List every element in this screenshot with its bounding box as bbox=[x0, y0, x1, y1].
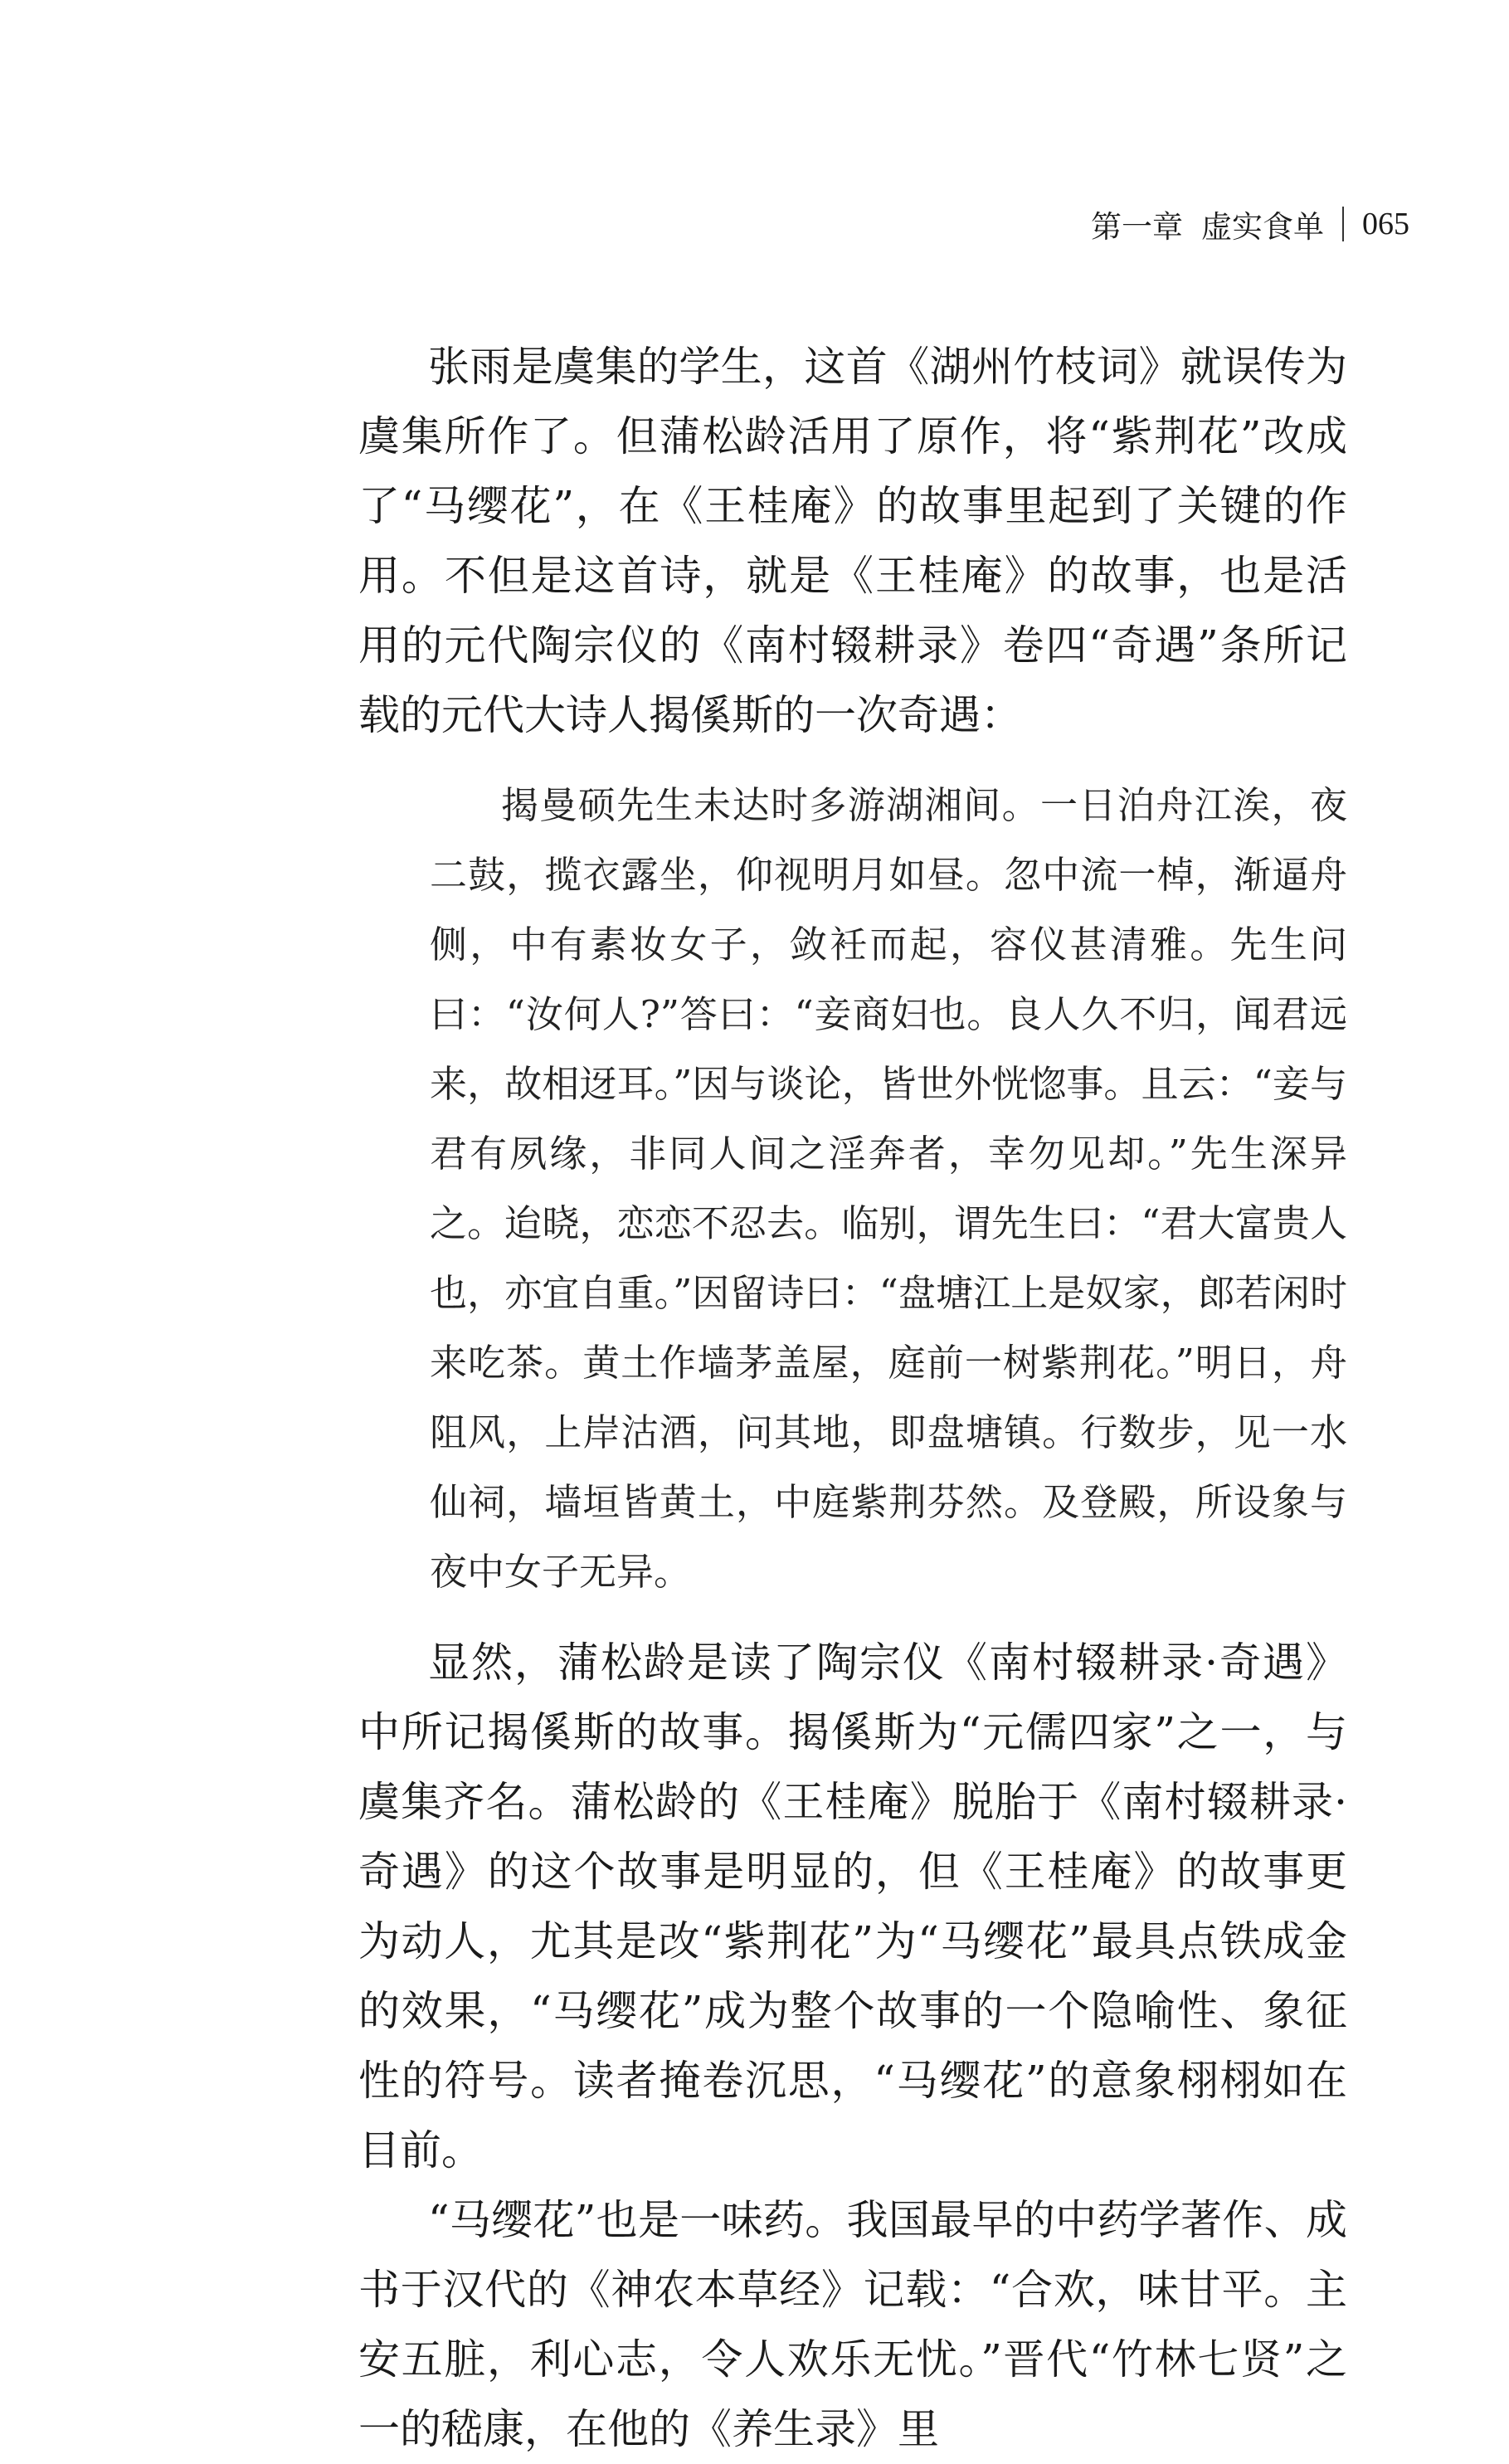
paragraph-2: 显然，蒲松龄是读了陶宗仪《南村辍耕录·奇遇》中所记揭傒斯的故事。揭傒斯为“元儒四家”之一，与虞集齐名。蒲松龄的《王桂庵》脱胎于《南村辍耕录·奇遇》的这个故事是明显的，但《王桂庵》的故事更为动人，尤其是改“紫荆花”为“马缨花”最具点铁成金的效果，“马缨花”成为整个故事的一个隐喻性、象征性的符号。读者掩卷沉思，“马缨花”的意象栩栩如在目前。 bbox=[358, 1639, 1347, 2174]
paragraph-1: 张雨是虞集的学生，这首《湖州竹枝词》就误传为虞集所作了。但蒲松龄活用了原作，将“紫荆花”改成了“马缨花”，在《王桂庵》的故事里起到了关键的作用。不但是这首诗，就是《王桂庵》的故事，也是活用的元代陶宗仪的《南村辍耕录》卷四“奇遇”条所记载的元代大诗人揭傒斯的一次奇遇： bbox=[358, 343, 1347, 739]
chapter-title: 虚实食单 bbox=[1201, 209, 1324, 245]
page-number: 065 bbox=[1362, 207, 1409, 241]
header-divider bbox=[1342, 207, 1344, 241]
chapter-label: 第一章 bbox=[1091, 209, 1183, 245]
block-quote: 揭曼硕先生未达时多游湖湘间。一日泊舟江涘，夜二鼓，揽衣露坐，仰视明月如昼。忽中流一棹，渐逼舟侧，中有素妆女子，敛衽而起，容仪甚清雅。先生问曰：“汝何人?”答曰：“妾商妇也。良人久不归，闻君远来，故相迓耳。”因与谈论，皆世外恍惚事。且云：“妾与君有夙缘，非同人间之淫奔者，幸勿见却。”先生深异之。迨晓，恋恋不忍去。临别，谓先生曰：“君大富贵人也，亦宜自重。”因留诗曰：“盘塘江上是奴家，郎若闲时来吃茶。黄土作墙茅盖屋，庭前一树紫荆花。”明日，舟阻风，上岸沽酒，问其地，即盘塘镇。行数步，见一水仙祠，墙垣皆黄土，中庭紫荆芬然。及登殿，所设象与夜中女子无异。 bbox=[430, 783, 1347, 1594]
page-body bbox=[358, 332, 1347, 2464]
running-header bbox=[1091, 199, 1409, 249]
paragraph-3: “马缨花”也是一味药。我国最早的中药学著作、成书于汉代的《神农本草经》记载：“合欢，味甘平。主安五脏，利心志，令人欢乐无忧。”晋代“竹林七贤”之一的嵇康，在他的《养生录》里 bbox=[358, 2196, 1347, 2453]
